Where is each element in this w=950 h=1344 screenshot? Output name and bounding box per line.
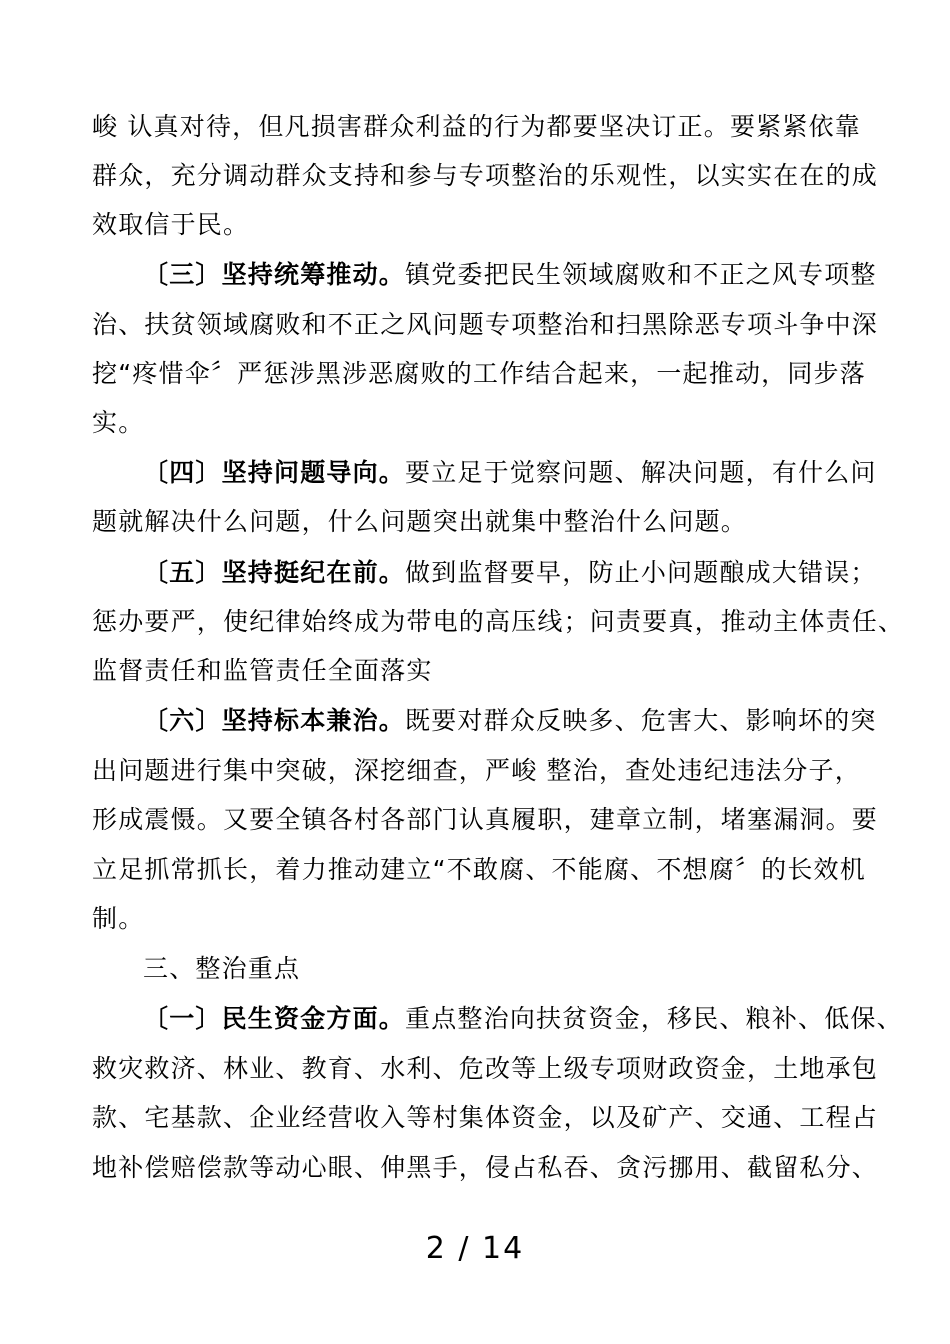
body-line: 实。 bbox=[92, 408, 145, 437]
body-line: 形成震慑。又要全镇各村各部门认真履职，建章立制，堵塞漏洞。要 bbox=[92, 805, 879, 834]
body-line: 治、扶贫领域腐败和不正之风问题专项整治和扫黑除恶专项斗争中深 bbox=[92, 310, 879, 339]
section-heading: 〔三〕坚持统筹推动。 bbox=[143, 260, 406, 289]
body-line: 惩办要严，使纪律始终成为带电的高压线；问责要真，推动主体责任、 bbox=[92, 607, 905, 636]
body-line: 题就解决什么问题，什么问题突出就集中整治什么问题。 bbox=[92, 507, 748, 536]
body-line: 款、宅基款、企业经营收入等村集体资金，以及矿产、交通、工程占 bbox=[92, 1103, 879, 1132]
paragraph-first-line: 〔三〕坚持统筹推动。镇党委把民生领域腐败和不正之风专项整 bbox=[143, 260, 877, 289]
body-line: 群众，充分调动群众支持和参与专项整治的乐观性，以实实在在的成 bbox=[92, 161, 879, 190]
section-heading: 〔六〕坚持标本兼治。 bbox=[143, 706, 406, 735]
body-line: 效取信于民。 bbox=[92, 210, 250, 239]
body-line: 地补偿赔偿款等动心眼、伸黑手，侵占私吞、贪污挪用、截留私分、 bbox=[92, 1153, 879, 1182]
body-line: 挖“疼惜伞〞严惩涉黑涉恶腐败的工作结合起来，一起推动，同步落 bbox=[92, 359, 866, 388]
paragraph-first-line: 〔一〕民生资金方面。重点整治向扶贫资金，移民、粮补、低保、 bbox=[143, 1004, 903, 1033]
section-heading: 〔五〕坚持挺纪在前。 bbox=[143, 558, 406, 587]
body-line: 监督责任和监管责任全面落实 bbox=[92, 656, 433, 685]
body-line: 峻 认真对待，但凡损害群众利益的行为都要坚决订正。要紧紧依靠 bbox=[92, 112, 861, 141]
body-line: 制。 bbox=[92, 904, 145, 933]
section-heading: 〔一〕民生资金方面。 bbox=[143, 1004, 406, 1033]
body-line: 立足抓常抓长，着力推动建立“不敢腐、不能腐、不想腐〞的长效机 bbox=[92, 855, 866, 884]
page-number: 2 / 14 bbox=[425, 1231, 525, 1266]
body-line: 出问题进行集中突破，深挖细查，严峻 整治，查处违纪违法分子， bbox=[92, 756, 861, 785]
paragraph-first-line: 〔五〕坚持挺纪在前。做到监督要早，防止小问题酿成大错误； bbox=[143, 558, 877, 587]
chapter-heading: 三、整治重点 bbox=[143, 954, 301, 983]
paragraph-first-line: 〔四〕坚持问题导向。要立足于觉察问题、解决问题，有什么问 bbox=[143, 458, 877, 487]
section-heading: 〔四〕坚持问题导向。 bbox=[143, 458, 406, 487]
paragraph-first-line: 〔六〕坚持标本兼治。既要对群众反映多、危害大、影响坏的突 bbox=[143, 706, 877, 735]
body-line: 救灾救济、林业、教育、水利、危改等上级专项财政资金，土地承包 bbox=[92, 1054, 879, 1083]
